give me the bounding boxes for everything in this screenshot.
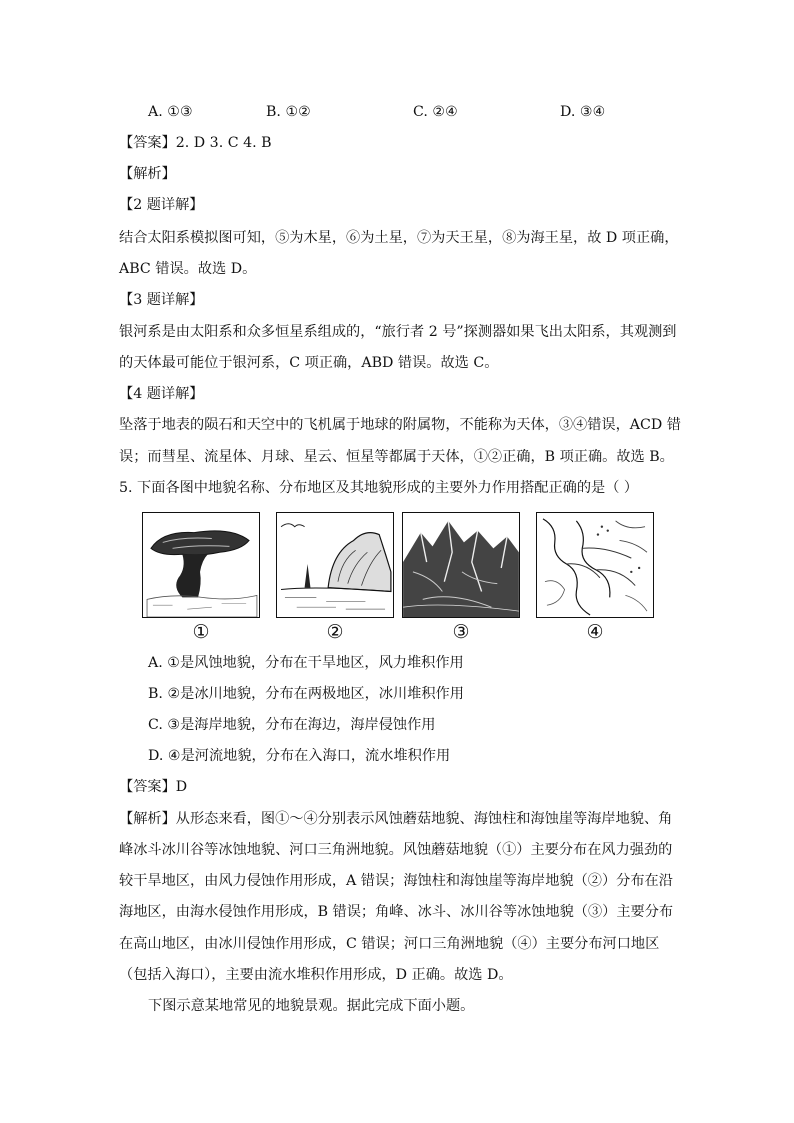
q5-option-c[interactable]: C. ③是海岸地貌，分布在海边，海岸侵蚀作用 [148,717,436,733]
q5-analysis-line-6: （包括入海口），主要由流水堆积作用形成，D 正确。故选 D。 [119,967,513,983]
sea-stack-icon [277,513,393,617]
q2-heading: 【2 题详解】 [119,197,204,213]
next-section-intro: 下图示意某地常见的地貌景观。据此完成下面小题。 [148,998,475,1014]
figure-3-glacial-peaks [402,512,520,618]
q4-explanation-line-2: 误；而彗星、流星体、月球、星云、恒星等都属于天体，①②正确，B 项正确。故选 B。 [119,449,674,465]
option-a[interactable]: A. ①③ [148,104,193,120]
q4-explanation-line-1: 坠落于地表的陨石和天空中的飞机属于地球的附属物，不能称为天体，③④错误，ACD 错 [119,417,681,433]
q3-explanation-line-1: 银河系是由太阳系和众多恒星系组成的，“旅行者 2 号”探测器如果飞出太阳系，其观测到 [119,324,677,340]
q5-answer: 【答案】D [119,779,188,795]
answer-line: 【答案】2. D 3. C 4. B [119,135,272,151]
figure-2-label: ② [326,621,344,643]
q5-option-d[interactable]: D. ④是河流地貌，分布在入海口，流水堆积作用 [148,748,451,764]
figure-4-river-delta [536,512,654,618]
q5-stem: 5. 下面各图中地貌名称、分布地区及其地貌形成的主要外力作用搭配正确的是（ ） [119,480,639,496]
figure-4-label: ④ [586,621,604,643]
figure-1-mushroom-rock [142,512,260,618]
river-delta-icon [537,513,653,617]
option-c[interactable]: C. ②④ [413,104,458,120]
figure-2-sea-stack [276,512,394,618]
q5-analysis-line-2: 峰冰斗冰川谷等冰蚀地貌、河口三角洲地貌。风蚀蘑菇地貌（①）主要分布在风力强劲的 [119,842,673,858]
figure-1-label: ① [192,621,210,643]
q5-analysis-line-1: 【解析】从形态来看，图①～④分别表示风蚀蘑菇地貌、海蚀柱和海蚀崖等海岸地貌、角 [119,811,673,827]
q5-option-b[interactable]: B. ②是冰川地貌，分布在两极地区，冰川堆积作用 [148,686,464,702]
analysis-heading: 【解析】 [119,166,176,182]
q5-analysis-line-5: 在高山地区，由冰川侵蚀作用形成，C 错误；河口三角洲地貌（④）主要分布河口地区 [119,936,660,952]
q3-explanation-line-2: 的天体最可能位于银河系，C 项正确，ABD 错误。故选 C。 [119,355,499,371]
option-d[interactable]: D. ③④ [560,104,606,120]
q5-analysis-line-3: 较干旱地区，由风力侵蚀作用形成，A 错误；海蚀柱和海蚀崖等海岸地貌（②）分布在沿 [119,873,673,889]
mushroom-rock-icon [143,513,259,617]
q5-option-a[interactable]: A. ①是风蚀地貌，分布在干旱地区，风力堆积作用 [148,655,464,671]
q2-explanation-line-1: 结合太阳系模拟图可知，⑤为木星，⑥为土星，⑦为天王星，⑧为海王星，故 D 项正确， [119,230,679,246]
q4-heading: 【4 题详解】 [119,386,204,402]
option-b[interactable]: B. ①② [266,104,311,120]
q2-explanation-line-2: ABC 错误。故选 D。 [119,261,257,277]
glacial-peaks-icon [403,513,519,617]
figure-3-label: ③ [452,621,470,643]
landform-figures [142,512,662,642]
q3-heading: 【3 题详解】 [119,292,204,308]
q5-analysis-line-4: 海地区，由海水侵蚀作用形成，B 错误；角峰、冰斗、冰川谷等冰蚀地貌（③）主要分布 [119,904,674,920]
